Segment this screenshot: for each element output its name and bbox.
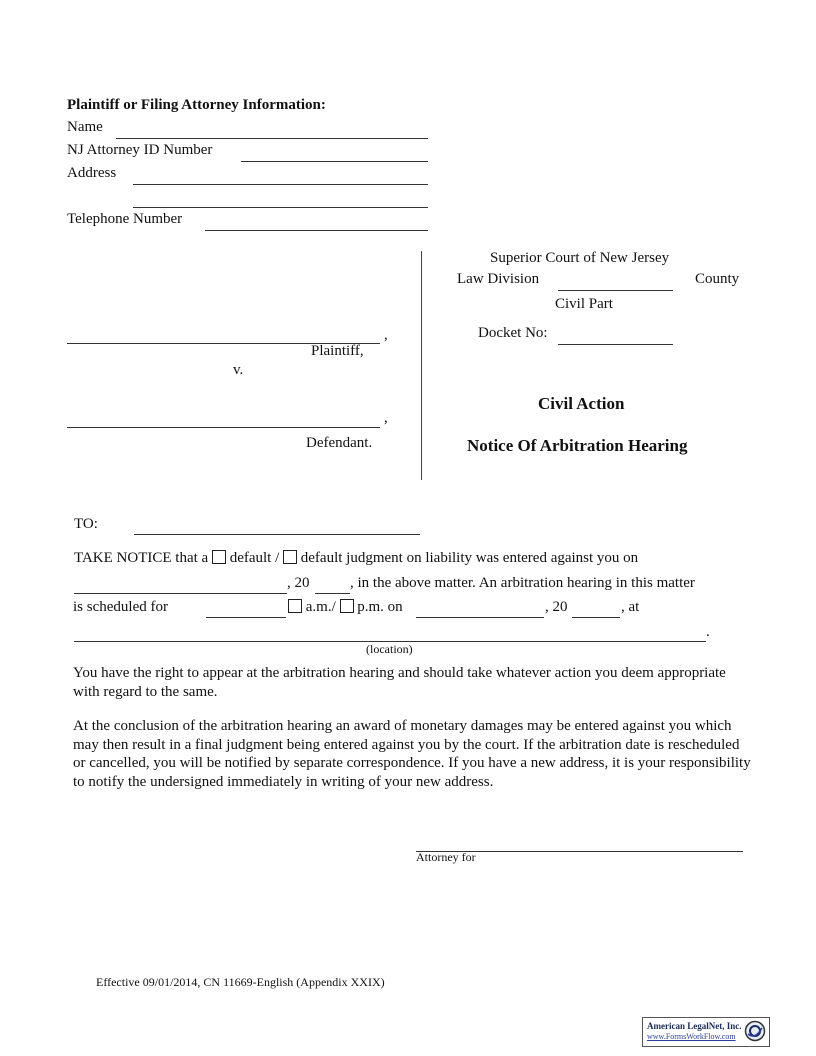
am-pm-group xyxy=(288,599,403,616)
right-to-appear-paragraph: You have the right to appear at the arbitration hearing and should take whatever action you deem appropriate with regard to the same. xyxy=(73,665,726,700)
versus-label: v. xyxy=(233,362,244,378)
year-prefix: , 20 xyxy=(287,575,310,591)
docket-label: Docket No: xyxy=(478,325,548,341)
hearing-year-prefix: , 20 xyxy=(545,599,568,615)
default-judgment-checkbox[interactable] xyxy=(283,550,297,564)
notice-title: Notice Of Arbitration Hearing xyxy=(467,436,688,455)
judgment-year-field[interactable] xyxy=(315,577,350,594)
caption-divider xyxy=(421,251,422,480)
defendant-comma: , xyxy=(384,410,388,426)
scheduled-for-text: is scheduled for xyxy=(73,599,168,615)
defendant-label: Defendant. xyxy=(306,435,373,451)
default-option-label: default / xyxy=(229,550,280,566)
name-label: Name xyxy=(67,119,103,135)
defendant-name-field[interactable] xyxy=(67,411,380,428)
location-field[interactable] xyxy=(74,625,706,642)
hearing-date-field[interactable] xyxy=(416,601,544,618)
civil-part-label: Civil Part xyxy=(555,296,613,312)
county-label: County xyxy=(695,271,740,287)
law-division-label: Law Division xyxy=(457,271,540,287)
default-checkbox[interactable] xyxy=(212,550,226,564)
globe-icon xyxy=(744,1020,766,1042)
hearing-year-field[interactable] xyxy=(572,601,620,618)
at-label: , at xyxy=(621,599,640,615)
conclusion-paragraph: At the conclusion of the arbitration hearing an award of monetary damages may be entered against you which may then result in a final judgment being entered against you by the court. If the arbitration date is rescheduled or cancelled, you will be notified by separate correspondence. If you have a new address, it is your responsibility to notify the undersigned immediately in writing of your new address. xyxy=(73,718,751,790)
docket-field[interactable] xyxy=(558,328,673,345)
american-legalnet-logo[interactable] xyxy=(642,1017,770,1047)
attorney-for-label: Attorney for xyxy=(416,850,476,864)
telephone-field[interactable] xyxy=(205,214,428,231)
to-label: TO: xyxy=(74,516,98,532)
county-field[interactable] xyxy=(558,274,673,291)
location-period: . xyxy=(706,624,710,640)
plaintiff-comma: , xyxy=(384,327,388,343)
telephone-label: Telephone Number xyxy=(67,211,183,227)
court-name: Superior Court of New Jersey xyxy=(490,250,670,266)
to-field[interactable] xyxy=(134,518,420,535)
logo-url-link[interactable]: www.FormsWorkFlow.com xyxy=(647,1032,736,1041)
pm-label: p.m. on xyxy=(357,599,403,615)
take-notice-text: TAKE NOTICE that a xyxy=(74,550,209,566)
pm-checkbox[interactable] xyxy=(340,599,354,613)
address-field-line2[interactable] xyxy=(133,191,428,208)
plaintiff-label: Plaintiff, xyxy=(311,343,364,359)
take-notice-line xyxy=(74,550,638,567)
effective-footer: Effective 09/01/2014, CN 11669-English (Appendix XXIX) xyxy=(96,975,385,989)
am-checkbox[interactable] xyxy=(288,599,302,613)
attorney-info-heading: Plaintiff or Filing Attorney Information: xyxy=(67,97,326,113)
location-caption: (location) xyxy=(366,642,413,656)
default-judgment-label: default judgment on liability was entered against you on xyxy=(300,550,639,566)
address-label: Address xyxy=(67,165,117,181)
hearing-time-field[interactable] xyxy=(206,601,286,618)
plaintiff-name-field[interactable] xyxy=(67,327,380,344)
logo-company-name: American LegalNet, Inc. xyxy=(647,1021,742,1031)
am-label: a.m./ xyxy=(305,599,336,615)
name-field[interactable] xyxy=(116,122,428,139)
judgment-date-field[interactable] xyxy=(74,577,287,594)
civil-action-title: Civil Action xyxy=(538,394,625,413)
attorney-id-label: NJ Attorney ID Number xyxy=(67,142,213,158)
address-field-line1[interactable] xyxy=(133,168,428,185)
in-matter-text: , in the above matter. An arbitration hearing in this matter xyxy=(350,575,695,591)
attorney-id-field[interactable] xyxy=(241,145,428,162)
